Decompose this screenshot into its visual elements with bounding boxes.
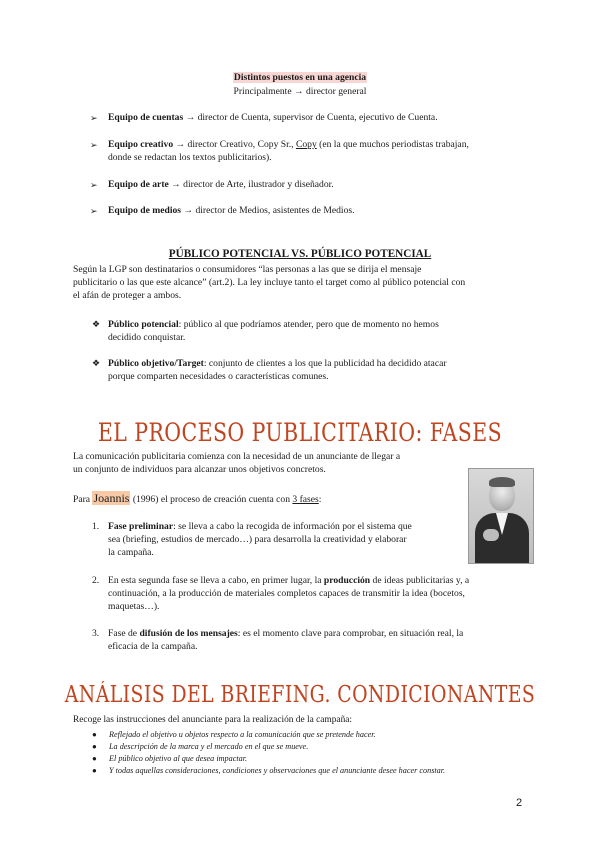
agency-item: Equipo de cuentas → director de Cuenta, supervisor de Cuenta, ejecutivo de Cuenta. xyxy=(108,112,438,123)
diamond-bullet-icon: ❖ xyxy=(92,319,101,329)
dot-bullet-icon: ● xyxy=(92,766,97,775)
phase-number: 3. xyxy=(92,628,100,639)
joannis-highlight: Joannis xyxy=(93,491,130,505)
phase-item: Fase de difusión de los mensajes: es el momento clave para comprobar, en situación real, la eficacia de la campaña. xyxy=(108,628,464,653)
proceso-intro: La comunicación publicitaria comienza con la necesidad de un anunciante de llegar a un conjunto de individuos para alcanzar unos objetivos concretos. xyxy=(73,451,401,476)
joannis-line: Para Joannis (1996) el proceso de creación cuenta con 3 fases: xyxy=(73,491,322,505)
briefing-intro: Recoge las instrucciones del anunciante para la realización de la campaña: xyxy=(73,715,353,725)
agency-item: Equipo creativo → director Creativo, Copy Sr., Copy (en la que muchos periodistas trabajan, donde se redactan los textos publicitarios). xyxy=(108,139,469,164)
agency-title: Distintos puestos en una agencia xyxy=(233,72,367,83)
briefing-heading: ANÁLISIS DEL BRIEFING. CONDICIONANTES xyxy=(64,682,536,708)
agency-item: Equipo de medios → director de Medios, asistentes de Medios. xyxy=(108,205,355,216)
phase-item: Fase preliminar: se lleva a cabo la recogida de información por el sistema que sea (briefing, estudios de mercado…) para desarrolla la creatividad y elaborar la campaña. xyxy=(108,521,412,559)
publico-heading: PÚBLICO POTENCIAL VS. PÚBLICO POTENCIAL xyxy=(168,248,432,260)
agency-item: Equipo de arte → director de Arte, ilustrador y diseñador. xyxy=(108,179,334,190)
dot-bullet-icon: ● xyxy=(92,742,97,751)
briefing-item: Y todas aquellas consideraciones, condiciones y observaciones que el anunciante desee hacer constar. xyxy=(109,766,446,775)
briefing-item: La descripción de la marca y el mercado en el que se mueve. xyxy=(109,742,309,751)
briefing-item: Reflejado el objetivo u objetos respecto a la comunicación que se pretende hacer. xyxy=(109,730,376,739)
publico-bullet: Público potencial: público al que podríamos atender, pero que de momento no hemos decidido conquistar. xyxy=(108,319,439,344)
publico-paragraph: Según la LGP son destinatarios o consumidores “las personas a las que se dirija el mensaje publicitario o las que este alcance” (art.2). La ley incluye tanto el target como al público potencial con el afán de proteger a ambos. xyxy=(73,264,466,302)
phase-number: 2. xyxy=(92,575,100,586)
arrow-bullet-icon: ➢ xyxy=(90,140,98,150)
arrow-bullet-icon: ➢ xyxy=(90,180,98,190)
arrow-bullet-icon: ➢ xyxy=(90,206,98,216)
diamond-bullet-icon: ❖ xyxy=(92,358,101,368)
publico-bullet: Público objetivo/Target: conjunto de clientes a los que la publicidad ha decidido atacar porque comparten necesidades o características comunes. xyxy=(108,358,447,383)
dot-bullet-icon: ● xyxy=(92,754,97,763)
phase-number: 1. xyxy=(92,521,100,532)
joannis-photo xyxy=(468,468,534,564)
page-number: 2 xyxy=(516,797,523,809)
agency-subtitle: Principalmente → director general xyxy=(233,86,367,97)
dot-bullet-icon: ● xyxy=(92,730,97,739)
briefing-item: El público objetivo al que desea impactar. xyxy=(109,754,248,763)
proceso-heading: EL PROCESO PUBLICITARIO: FASES xyxy=(97,418,503,447)
arrow-bullet-icon: ➢ xyxy=(90,113,98,123)
phase-item: En esta segunda fase se lleva a cabo, en primer lugar, la producción de ideas publicitarias y, a continuación, a la producción de materiales completos capaces de transmitir la idea (bocetos, maquetas…). xyxy=(108,575,470,613)
